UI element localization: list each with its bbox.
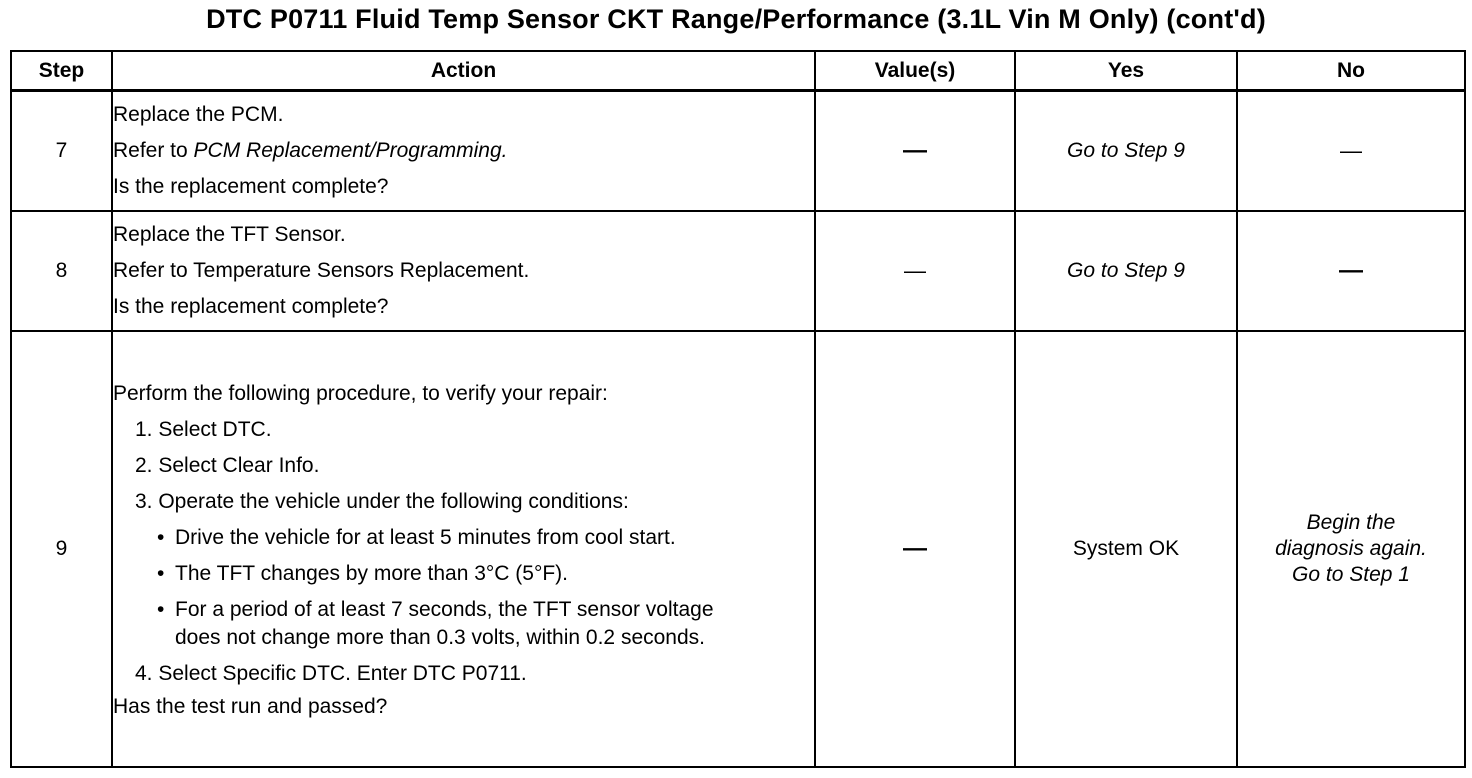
no-cell <box>1237 331 1465 767</box>
condition-text: For a period of at least 7 seconds, the TFT sensor voltage does not change more than 0.3 volts, within 0.2 seconds. <box>175 597 714 649</box>
yes-cell <box>1015 91 1237 211</box>
condition-text: The TFT changes by more than 3°C (5°F). <box>175 561 569 585</box>
procedure-step: 3. Operate the vehicle under the following conditions: <box>135 489 629 513</box>
condition-bullet <box>113 556 814 592</box>
reference-link[interactable]: PCM Replacement/Programming. <box>193 138 508 162</box>
bullet-icon: • <box>157 597 165 621</box>
bullet-icon: • <box>157 525 165 549</box>
yes-cell <box>1015 331 1237 767</box>
procedure-step: 4. Select Specific DTC. Enter DTC P0711. <box>135 661 527 685</box>
value-cell <box>815 211 1015 331</box>
action-cell <box>112 211 815 331</box>
header-action: Action <box>112 51 815 91</box>
value-dash: — <box>903 136 927 164</box>
no-cell <box>1237 91 1465 211</box>
no-text: diagnosis again. <box>1275 536 1427 560</box>
action-line: Replace the TFT Sensor. <box>113 222 346 246</box>
procedure-intro: Perform the following procedure, to verify your repair: <box>113 381 608 405</box>
header-yes: Yes <box>1015 51 1237 91</box>
no-dash: — <box>1339 256 1363 284</box>
no-cell <box>1237 211 1465 331</box>
action-line <box>113 133 814 169</box>
bullet-icon: • <box>157 561 165 585</box>
action-question: Is the replacement complete? <box>113 174 389 198</box>
procedure-step: 2. Select Clear Info. <box>135 453 320 477</box>
header-no: No <box>1237 51 1465 91</box>
value-cell <box>815 331 1015 767</box>
yes-cell <box>1015 211 1237 331</box>
condition-bullet <box>113 592 814 656</box>
yes-result: System OK <box>1072 536 1180 560</box>
no-link[interactable]: Go to Step 1 <box>1292 562 1410 586</box>
action-cell <box>112 331 815 767</box>
condition-bullet <box>113 520 814 556</box>
page-title: DTC P0711 Fluid Temp Sensor CKT Range/Performance (3.1L Vin M Only) (cont'd) <box>206 4 1266 34</box>
table-row-step-7 <box>11 91 1465 211</box>
value-cell <box>815 91 1015 211</box>
no-dash: — <box>1340 137 1362 163</box>
procedure-step: 1. Select DTC. <box>135 417 272 441</box>
action-question: Is the replacement complete? <box>113 294 389 318</box>
action-question: Has the test run and passed? <box>113 694 388 718</box>
yes-link[interactable]: Go to Step 9 <box>1067 138 1185 162</box>
yes-link[interactable]: Go to Step 9 <box>1067 258 1185 282</box>
action-line: Refer to Temperature Sensors Replacement. <box>113 258 530 282</box>
value-dash: — <box>903 534 927 562</box>
action-text: Refer to <box>113 138 194 162</box>
step-number: 7 <box>11 91 112 211</box>
dtc-table <box>10 50 1466 768</box>
header-values: Value(s) <box>815 51 1015 91</box>
action-cell <box>112 91 815 211</box>
condition-text: Drive the vehicle for at least 5 minutes from cool start. <box>175 525 676 549</box>
table-row-step-9 <box>11 331 1465 767</box>
step-number: 9 <box>11 331 112 767</box>
no-text: Begin the <box>1306 510 1396 534</box>
header-row <box>11 51 1465 91</box>
table-row-step-8 <box>11 211 1465 331</box>
header-step: Step <box>11 51 112 91</box>
value-dash: — <box>904 257 926 283</box>
action-line: Replace the PCM. <box>113 102 284 126</box>
step-number: 8 <box>11 211 112 331</box>
